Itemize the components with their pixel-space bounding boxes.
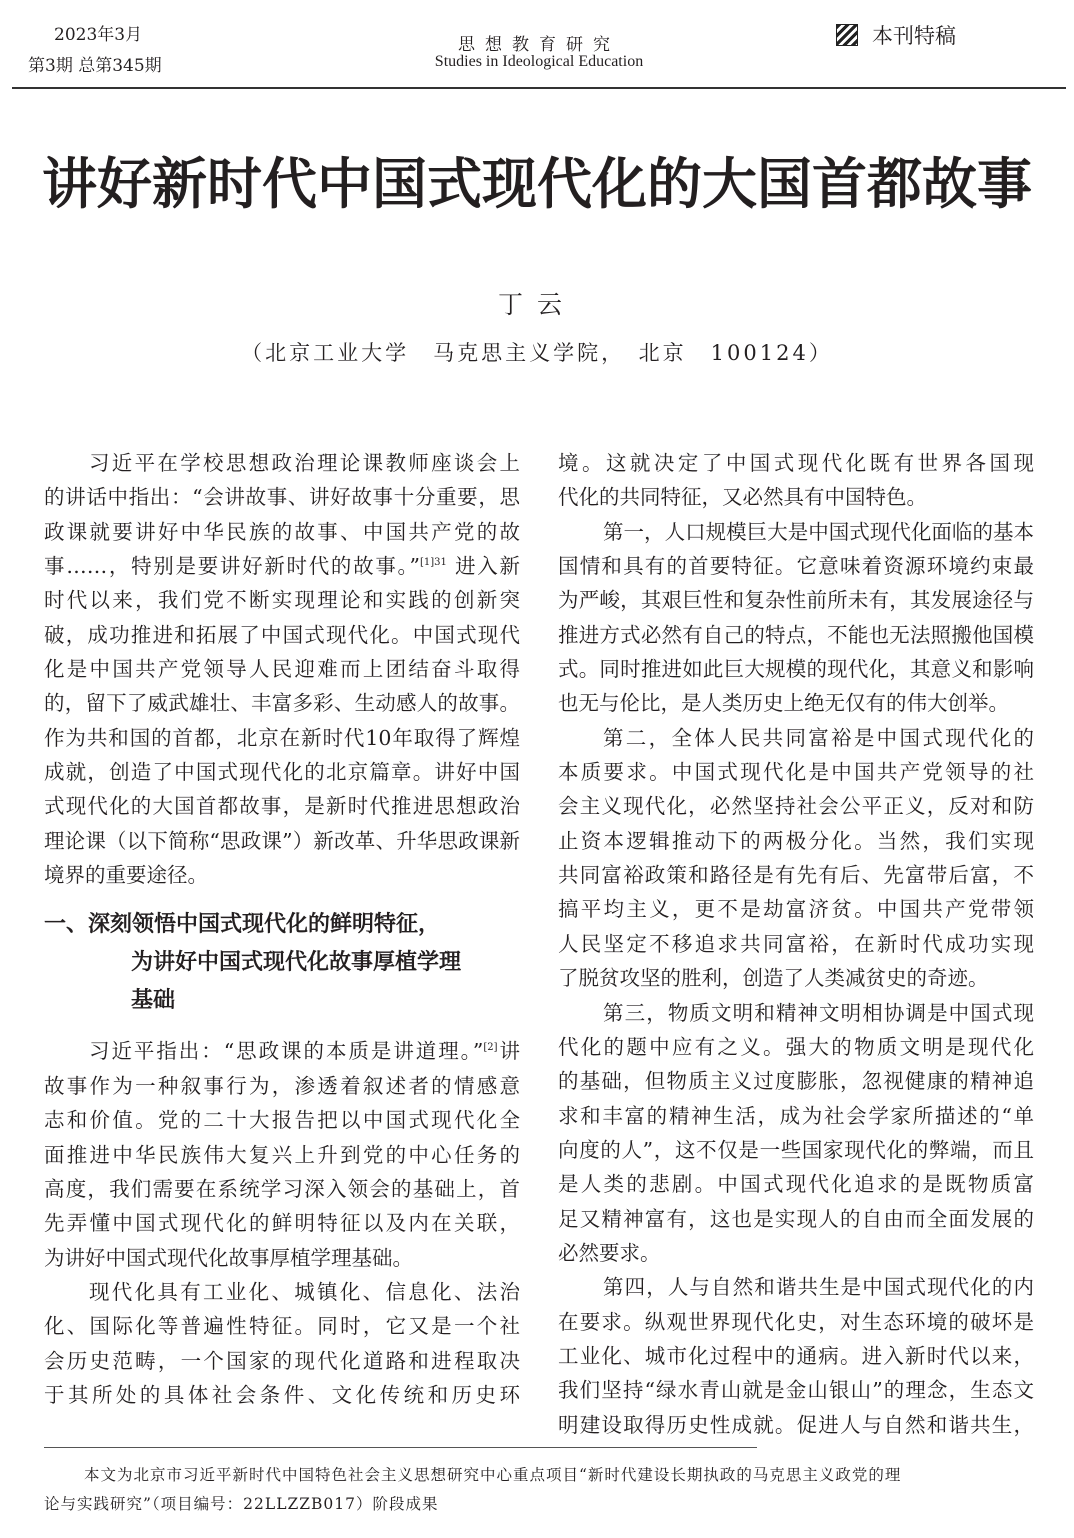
body-text-line: 理论课（以下简称“思政课”）新改革、升华思政课新 <box>44 828 520 853</box>
article-title: 讲好新时代中国式现代化的大国首都故事 <box>41 151 1032 216</box>
header-rule <box>12 87 1066 89</box>
funding-note-line: 论与实践研究”（项目编号：22LLZZB017）阶段成果 <box>44 1495 439 1513</box>
body-text-line: 化、国际化等普遍性特征。同时，它又是一个社 <box>44 1314 520 1339</box>
citation-marker: [1]31 <box>419 557 447 569</box>
body-text-line: 习近平在学校思想政治理论课教师座谈会上 <box>89 451 520 475</box>
body-column-left <box>44 446 520 1412</box>
footnote-rule <box>44 1447 757 1448</box>
body-text-line: 在要求。纵观世界现代化史，对生态环境的破坏是 <box>558 1309 1034 1334</box>
body-text-line: 是人类的悲剧。中国式现代化追求的是既物质富 <box>558 1172 1034 1197</box>
body-text-line: 政课就要讲好中华民族的故事、中国共产党的故 <box>44 519 520 544</box>
body-text-line: 会历史范畴，一个国家的现代化道路和进程取决 <box>44 1348 520 1373</box>
body-text-line: 作为共和国的首都，北京在新时代10年取得了辉煌 <box>44 725 520 750</box>
column-tag-label: 本刊特稿 <box>872 24 956 48</box>
body-text-line: 故事作为一种叙事行为，渗透着叙述者的情感意 <box>44 1073 520 1098</box>
body-text-line: 我们坚持“绿水青山就是金山银山”的理念，生态文 <box>558 1378 1034 1403</box>
body-text-line: 第三，物质文明和精神文明相协调是中国式现 <box>603 1000 1034 1025</box>
body-text-line: 的基础，但物质主义过度膨胀，忽视健康的精神追 <box>558 1069 1034 1094</box>
body-text-line: 求和丰富的精神生活，成为社会学家所描述的“单 <box>558 1103 1034 1128</box>
author-affiliation: （北京工业大学 马克思主义学院， 北京 100124） <box>241 341 833 365</box>
body-text-line: 明建设取得历史性成就。促进人与自然和谐共生， <box>558 1412 1034 1437</box>
body-text-line: 本质要求。中国式现代化是中国共产党领导的社 <box>558 760 1034 785</box>
body-text-line: 必然要求。 <box>558 1240 661 1265</box>
body-text-line: 工业化、城市化过程中的通病。进入新时代以来， <box>558 1343 1034 1368</box>
column-tag <box>836 20 956 50</box>
body-text-line: 为讲好中国式现代化故事厚植学理基础。 <box>44 1245 413 1270</box>
body-text-line: 面推进中华民族伟大复兴上升到党的中心任务的 <box>44 1142 520 1167</box>
body-text-line: 第二，全体人民共同富裕是中国式现代化的 <box>603 725 1034 750</box>
body-text-line: 事……，特别是要讲好新时代的故事。”$^{[1]31}$ 进入新 <box>44 554 520 579</box>
body-text-line: 国情和具有的首要特征。它意味着资源环境约束最 <box>558 554 1034 579</box>
body-text-line: 足又精神富有，这也是实现人的自由而全面发展的 <box>558 1206 1034 1231</box>
body-text-line: 的，留下了威武雄壮、丰富多彩、生动感人的故事。 <box>44 691 520 716</box>
author-name: 丁云 <box>497 290 576 319</box>
hatched-square-icon <box>836 24 858 46</box>
body-column-right <box>558 446 1034 1442</box>
body-text-line: 时代以来，我们党不断实现理论和实践的创新突 <box>44 588 520 613</box>
body-text-line: 境。这就决定了中国式现代化既有世界各国现 <box>558 451 1034 475</box>
body-text-line: 会主义现代化，必然坚持社会公平正义，反对和防 <box>558 794 1034 819</box>
issue-date: 2023年3月 <box>54 25 143 45</box>
body-text-line: 式现代化的大国首都故事，是新时代推进思想政治 <box>44 794 520 819</box>
body-text-line: 也无与伦比，是人类历史上绝无仅有的伟大创举。 <box>558 691 1009 716</box>
body-text-line: 了脱贫攻坚的胜利，创造了人类减贫史的奇迹。 <box>558 966 989 991</box>
body-text-line: 止资本逻辑推动下的两极分化。当然，我们实现 <box>558 828 1034 853</box>
body-text-line: 人民坚定不移追求共同富裕，在新时代成功实现 <box>558 931 1034 956</box>
body-text-line: 成就，创造了中国式现代化的北京篇章。讲好中国 <box>44 760 520 785</box>
body-text-line: 于其所处的具体社会条件、文化传统和历史环 <box>44 1382 520 1407</box>
issue-number: 第3期 总第345期 <box>28 56 162 76</box>
body-text-line: 的讲话中指出：“会讲故事、讲好故事十分重要，思 <box>44 485 520 510</box>
body-text-line: 现代化具有工业化、城镇化、信息化、法治 <box>89 1279 520 1304</box>
body-text-line: 习近平指出：“思政课的本质是讲道理。”[2]讲 <box>89 1039 520 1064</box>
body-text-line: 化是中国共产党领导人民迎难而上团结奋斗取得 <box>44 657 520 682</box>
section-heading-line: 一、深刻领悟中国式现代化的鲜明特征， <box>44 912 441 938</box>
body-text-line: 向度的人”，这不仅是一些国家现代化的弊端，而且 <box>558 1137 1034 1162</box>
body-text-line: 境界的重要途径。 <box>44 863 208 888</box>
body-text-line: 共同富裕政策和路径是有先有后、先富带后富，不 <box>558 863 1034 888</box>
section-heading-line: 基础 <box>131 988 176 1014</box>
body-text-line: 第一，人口规模巨大是中国式现代化面临的基本 <box>603 519 1034 544</box>
journal-title-en: Studies in Ideological Education <box>434 53 644 70</box>
body-text-line: 搞平均主义，更不是劫富济贫。中国共产党带领 <box>558 897 1034 922</box>
body-text-line: 高度，我们需要在系统学习深入领会的基础上，首 <box>44 1176 520 1201</box>
body-text-line: 先弄懂中国式现代化的鲜明特征以及内在关联， <box>44 1211 520 1236</box>
body-text-line: 志和价值。党的二十大报告把以中国式现代化全 <box>44 1108 520 1133</box>
body-text-line: 第四，人与自然和谐共生是中国式现代化的内 <box>603 1275 1034 1300</box>
citation-marker: [2] <box>483 1042 498 1054</box>
body-text-line: 式。同时推进如此巨大规模的现代化，其意义和影响 <box>558 657 1034 682</box>
body-text-line: 破，成功推进和拓展了中国式现代化。中国式现代 <box>44 622 520 647</box>
body-text-line: 推进方式必然有自己的特点，不能也无法照搬他国模 <box>558 622 1034 647</box>
body-text-line: 为严峻，其艰巨性和复杂性前所未有，其发展途径与 <box>558 588 1034 613</box>
journal-title-cn: 思想教育研究 <box>458 35 620 55</box>
funding-note-line: 本文为北京市习近平新时代中国特色社会主义思想研究中心重点项目“新时代建设长期执政的马克思主义政党的理 <box>84 1466 902 1484</box>
section-heading-line: 为讲好中国式现代化故事厚植学理 <box>131 950 462 976</box>
body-text-line: 代化的共同特征，又必然具有中国特色。 <box>558 485 927 510</box>
body-text-line: 代化的题中应有之义。强大的物质文明是现代化 <box>558 1034 1034 1059</box>
